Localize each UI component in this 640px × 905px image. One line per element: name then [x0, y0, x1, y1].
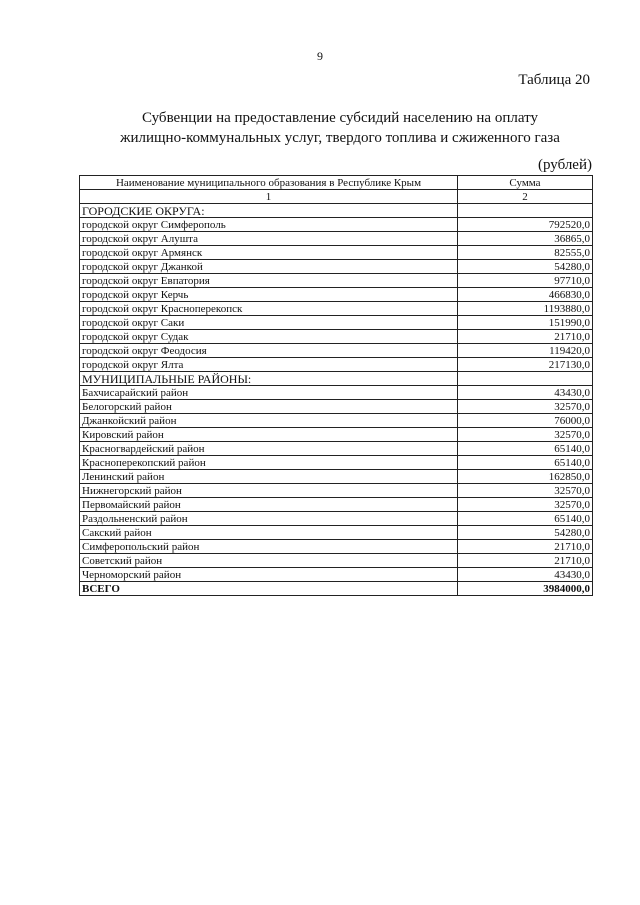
municipality-name: Красногвардейский район — [80, 442, 458, 456]
municipality-name: Сакский район — [80, 526, 458, 540]
section-row-cities — [80, 204, 593, 218]
subvention-sum: 151990,0 — [458, 316, 593, 330]
municipality-name: городской округ Саки — [80, 316, 458, 330]
municipality-name: городской округ Алушта — [80, 232, 458, 246]
municipality-name: Первомайский район — [80, 498, 458, 512]
table-body — [80, 176, 593, 596]
municipality-name: городской округ Феодосия — [80, 344, 458, 358]
table-row — [80, 274, 593, 288]
municipality-name: городской округ Евпатория — [80, 274, 458, 288]
subvention-sum: 119420,0 — [458, 344, 593, 358]
table-row — [80, 288, 593, 302]
subvention-sum: 21710,0 — [458, 554, 593, 568]
subvention-sum: 21710,0 — [458, 540, 593, 554]
table-row — [80, 386, 593, 400]
table-row — [80, 428, 593, 442]
title-line-2: жилищно-коммунальных услуг, твердого топлива и сжиженного газа — [120, 130, 560, 146]
table-row — [80, 246, 593, 260]
table-row — [80, 484, 593, 498]
municipality-name: городской округ Симферополь — [80, 218, 458, 232]
subvention-sum: 466830,0 — [458, 288, 593, 302]
municipality-name: Кировский район — [80, 428, 458, 442]
table-row — [80, 232, 593, 246]
table-row — [80, 358, 593, 372]
subvention-sum: 43430,0 — [458, 568, 593, 582]
subvention-sum: 32570,0 — [458, 400, 593, 414]
table-row — [80, 260, 593, 274]
table-row — [80, 302, 593, 316]
header-name: Наименование муниципального образования в Республике Крым — [80, 176, 458, 190]
municipality-name: городской округ Армянск — [80, 246, 458, 260]
table-row — [80, 526, 593, 540]
subvention-sum: 65140,0 — [458, 442, 593, 456]
municipality-name: городской округ Джанкой — [80, 260, 458, 274]
table-row — [80, 568, 593, 582]
subvention-sum: 32570,0 — [458, 428, 593, 442]
municipality-name: городской округ Красноперекопск — [80, 302, 458, 316]
municipality-name: Белогорский район — [80, 400, 458, 414]
column-number-2: 2 — [458, 190, 593, 204]
subvention-sum: 1193880,0 — [458, 302, 593, 316]
table-label: Таблица 20 — [518, 72, 590, 88]
table-row — [80, 414, 593, 428]
table-row — [80, 344, 593, 358]
subvention-sum: 82555,0 — [458, 246, 593, 260]
subvention-sum: 32570,0 — [458, 484, 593, 498]
municipality-name: Джанкойский район — [80, 414, 458, 428]
document-title — [60, 108, 620, 148]
municipality-name: городской округ Керчь — [80, 288, 458, 302]
table-row — [80, 442, 593, 456]
table-row — [80, 470, 593, 484]
table-row — [80, 330, 593, 344]
subvention-sum: 97710,0 — [458, 274, 593, 288]
subvention-sum: 43430,0 — [458, 386, 593, 400]
table-row — [80, 512, 593, 526]
section-title: ГОРОДСКИЕ ОКРУГА: — [80, 204, 458, 218]
table-row — [80, 554, 593, 568]
section-title: МУНИЦИПАЛЬНЫЕ РАЙОНЫ: — [80, 372, 458, 386]
table-row — [80, 456, 593, 470]
section-empty-cell — [458, 372, 593, 386]
municipality-name: Ленинский район — [80, 470, 458, 484]
section-empty-cell — [458, 204, 593, 218]
subvention-table — [79, 175, 593, 596]
municipality-name: Черноморский район — [80, 568, 458, 582]
title-line-1: Субвенции на предоставление субсидий населению на оплату — [142, 110, 538, 126]
subvention-sum: 21710,0 — [458, 330, 593, 344]
subvention-sum: 36865,0 — [458, 232, 593, 246]
municipality-name: Симферопольский район — [80, 540, 458, 554]
table-row — [80, 218, 593, 232]
section-row-districts — [80, 372, 593, 386]
units-label: (рублей) — [537, 157, 592, 173]
subvention-sum: 54280,0 — [458, 260, 593, 274]
municipality-name: Красноперекопский район — [80, 456, 458, 470]
table-row — [80, 498, 593, 512]
subvention-sum: 217130,0 — [458, 358, 593, 372]
total-sum: 3984000,0 — [458, 582, 593, 596]
municipality-name: Раздольненский район — [80, 512, 458, 526]
municipality-name: городской округ Ялта — [80, 358, 458, 372]
table-row — [80, 540, 593, 554]
subvention-sum: 792520,0 — [458, 218, 593, 232]
municipality-name: Бахчисарайский район — [80, 386, 458, 400]
municipality-name: Советский район — [80, 554, 458, 568]
page-number: 9 — [317, 49, 323, 63]
municipality-name: городской округ Судак — [80, 330, 458, 344]
total-row — [80, 582, 593, 596]
table-row — [80, 316, 593, 330]
subvention-sum: 32570,0 — [458, 498, 593, 512]
subvention-sum: 162850,0 — [458, 470, 593, 484]
subvention-sum: 54280,0 — [458, 526, 593, 540]
column-number-1: 1 — [80, 190, 458, 204]
table-row — [80, 400, 593, 414]
subvention-sum: 76000,0 — [458, 414, 593, 428]
subvention-sum: 65140,0 — [458, 456, 593, 470]
total-label: ВСЕГО — [80, 582, 458, 596]
subvention-sum: 65140,0 — [458, 512, 593, 526]
municipality-name: Нижнегорский район — [80, 484, 458, 498]
header-sum: Сумма — [458, 176, 593, 190]
column-number-row — [80, 190, 593, 204]
header-row — [80, 176, 593, 190]
